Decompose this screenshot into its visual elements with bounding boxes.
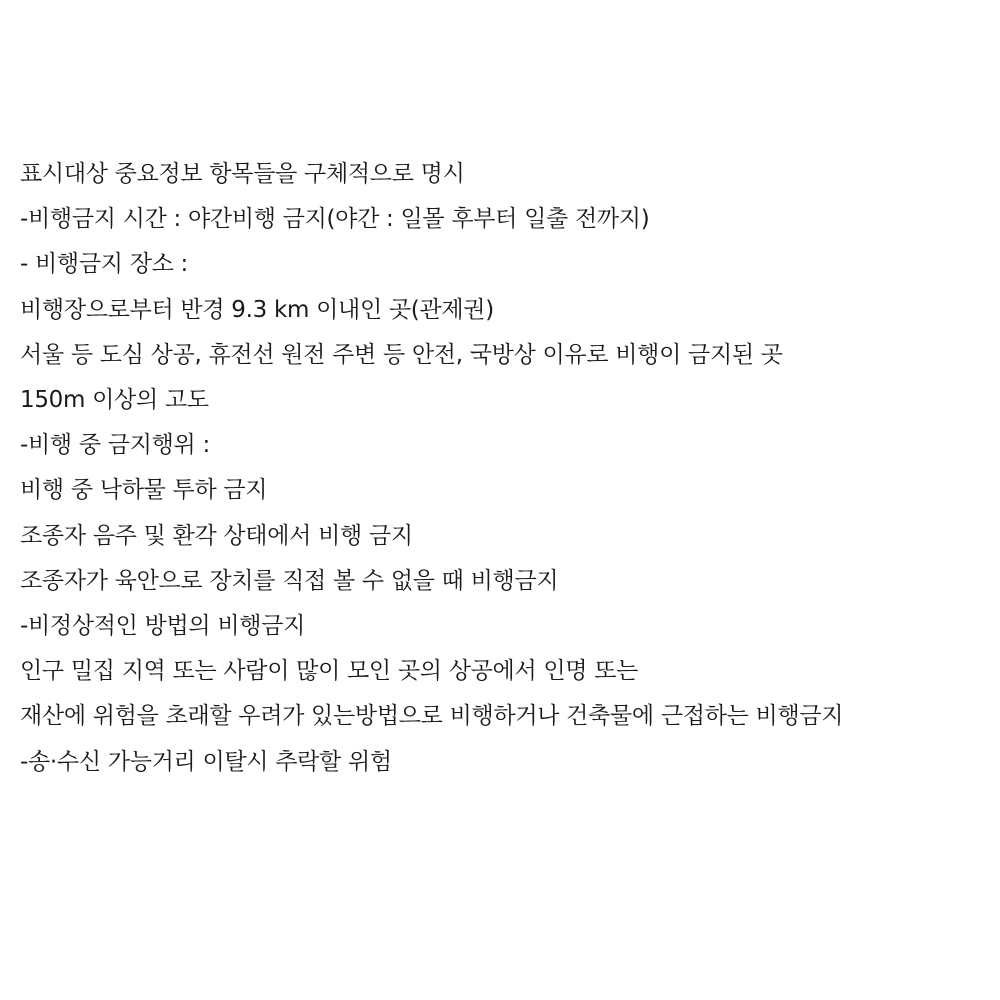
text-line: 150m 이상의 고도: [20, 387, 209, 414]
text-line: 재산에 위험을 초래할 우려가 있는방법으로 비행하거나 건축물에 근접하는 비행금지: [20, 703, 844, 730]
heading-line: 표시대상 중요정보 항목들을 구체적으로 명시: [20, 161, 465, 187]
text-line: 비행 중 낙하물 투하 금지: [20, 477, 268, 504]
text-line: -비행금지 시간 : 야간비행 금지(야간 : 일몰 후부터 일출 전까지): [20, 206, 650, 233]
text-line: 서울 등 도심 상공, 휴전선 원전 주변 등 안전, 국방상 이유로 비행이 금지된 곳: [20, 341, 783, 368]
text-line: -비정상적인 방법의 비행금지: [20, 613, 306, 640]
text-line: 조종자가 육안으로 장치를 직접 볼 수 없을 때 비행금지: [20, 567, 559, 594]
text-line: -비행 중 금지행위 :: [20, 432, 210, 459]
text-line: 조종자 음주 및 환각 상태에서 비행 금지: [20, 522, 413, 549]
document-body: [20, 152, 995, 785]
text-line: - 비행금지 장소 :: [20, 251, 188, 278]
text-line: 인구 밀집 지역 또는 사람이 많이 모인 곳의 상공에서 인명 또는: [20, 658, 639, 685]
text-line: 비행장으로부터 반경 9.3 km 이내인 곳(관제권): [20, 296, 494, 323]
text-line: -송·수신 가능거리 이탈시 추락할 위험: [20, 748, 392, 775]
